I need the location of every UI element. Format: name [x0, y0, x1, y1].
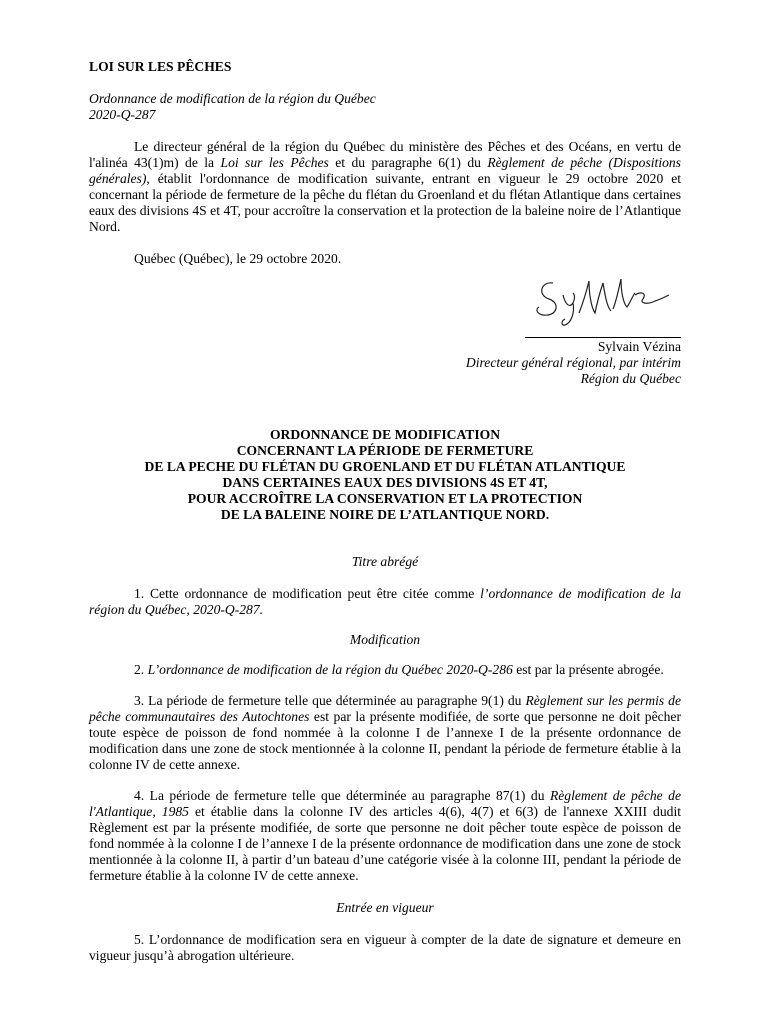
- section-4-regulation-title: Règlement de pêche de l'Atlantique, 1985: [89, 788, 681, 819]
- preamble-part1: Le directeur général de la région du Québec du ministère des Pêches et des Océans, en vertu de l'alinéa 43(1)m) de la: [89, 139, 681, 170]
- order-name: Ordonnance de modification de la région du Québec: [89, 91, 376, 106]
- preamble-part2: et du paragraphe 6(1) du: [328, 155, 488, 170]
- section-2-text: est par la présente abrogée.: [512, 662, 664, 677]
- section-2: [89, 662, 681, 678]
- section-3-text2: est par la présente modifiée, de sorte que personne ne doit pêcher toute espèce de poisson de fond nommée à la colonne I de l’annexe I de la présente ordonnance de modification dans une zone de stock mentionnée à la colonne II, pendant la période de fermeture établie à la colonne IV de cette annexe.: [89, 709, 681, 772]
- preamble-act-title: Loi sur les Pêches: [220, 155, 329, 170]
- section-3-regulation-title: Règlement sur les permis de pêche communautaires des Autochtones: [89, 693, 681, 724]
- law-title: LOI SUR LES PÊCHES: [89, 59, 232, 74]
- section-2-number: 2.: [134, 662, 148, 677]
- place-date: Québec (Québec), le 29 octobre 2020.: [134, 251, 342, 266]
- short-title-heading: Titre abrégé: [351, 554, 419, 569]
- order-title-line: POUR ACCROÎTRE LA CONSERVATION ET LA PROTECTION: [187, 491, 583, 506]
- signature-line: [525, 337, 681, 338]
- entry-into-force-heading: Entrée en vigueur: [336, 900, 434, 915]
- preamble-paragraph: [89, 139, 681, 235]
- modification-heading: Modification: [349, 632, 421, 647]
- order-title-line: CONCERNANT LA PÉRIODE DE FERMETURE: [236, 443, 534, 458]
- order-title-line: DE LA PECHE DU FLÉTAN DU GROENLAND ET DU FLÉTAN ATLANTIQUE: [144, 459, 626, 474]
- handwritten-signature: [523, 273, 673, 329]
- preamble-part3: , établit l'ordonnance de modification suivante, entrant en vigueur le 29 octobre 2020 et concernant la période de fermeture de la pêche du flétan du Groenland et du flétan Atlantique dans certaines eaux des divisions 4S et 4T, pour accroître la conservation et la protection de la baleine noire de l’Atlantique Nord.: [89, 171, 681, 234]
- order-number: 2020-Q-287: [89, 107, 156, 122]
- section-5: 5. L’ordonnance de modification sera en vigueur à compter de la date de signature et demeure en vigueur jusqu’à abrogation ultérieure.: [89, 932, 681, 963]
- signatory-region: Région du Québec: [580, 371, 681, 386]
- signatory-title: Directeur général régional, par intérim: [465, 355, 681, 370]
- section-4-text2: et établie dans la colonne IV des articles 4(6), 4(7) et 6(3) de l'annexe XXIII dudit Règlement est par la présente modifiée, de sorte que personne ne doit pêcher toute espèce de poisson de fond nommée à la colonne I de l’annexe I de la présente ordonnance de modification dans une zone de stock mentionnée à la colonne II, à partir d’un bateau d’une catégorie visée à la colonne III, pendant la période de fermeture établie à la colonne IV de cette annexe.: [89, 804, 681, 883]
- order-title: [89, 427, 681, 523]
- section-2-order-title: L’ordonnance de modification de la région du Québec 2020-Q-286: [147, 662, 513, 677]
- section-1-citation: l’ordonnance de modification de la région du Québec, 2020-Q-287.: [89, 586, 681, 617]
- section-3-text1: 3. La période de fermeture telle que déterminée au paragraphe 9(1) du: [134, 693, 526, 708]
- section-1-text: 1. Cette ordonnance de modification peut être citée comme: [134, 586, 481, 601]
- section-3: [89, 693, 681, 773]
- signature-block: [89, 273, 681, 331]
- signatory-name: Sylvain Vézina: [597, 339, 681, 354]
- order-title-line: DE LA BALEINE NOIRE DE L’ATLANTIQUE NORD.: [220, 507, 550, 522]
- section-4: [89, 788, 681, 884]
- section-1: [89, 586, 681, 618]
- preamble-regulation-title: Règlement de pêche (Dispositions générales): [89, 155, 681, 186]
- document-body: [89, 59, 681, 964]
- order-title-line: DANS CERTAINES EAUX DES DIVISIONS 4S ET 4T,: [222, 475, 548, 490]
- section-4-text1: 4. La période de fermeture telle que déterminée au paragraphe 87(1) du: [134, 788, 550, 803]
- order-title-line: ORDONNANCE DE MODIFICATION: [269, 427, 501, 442]
